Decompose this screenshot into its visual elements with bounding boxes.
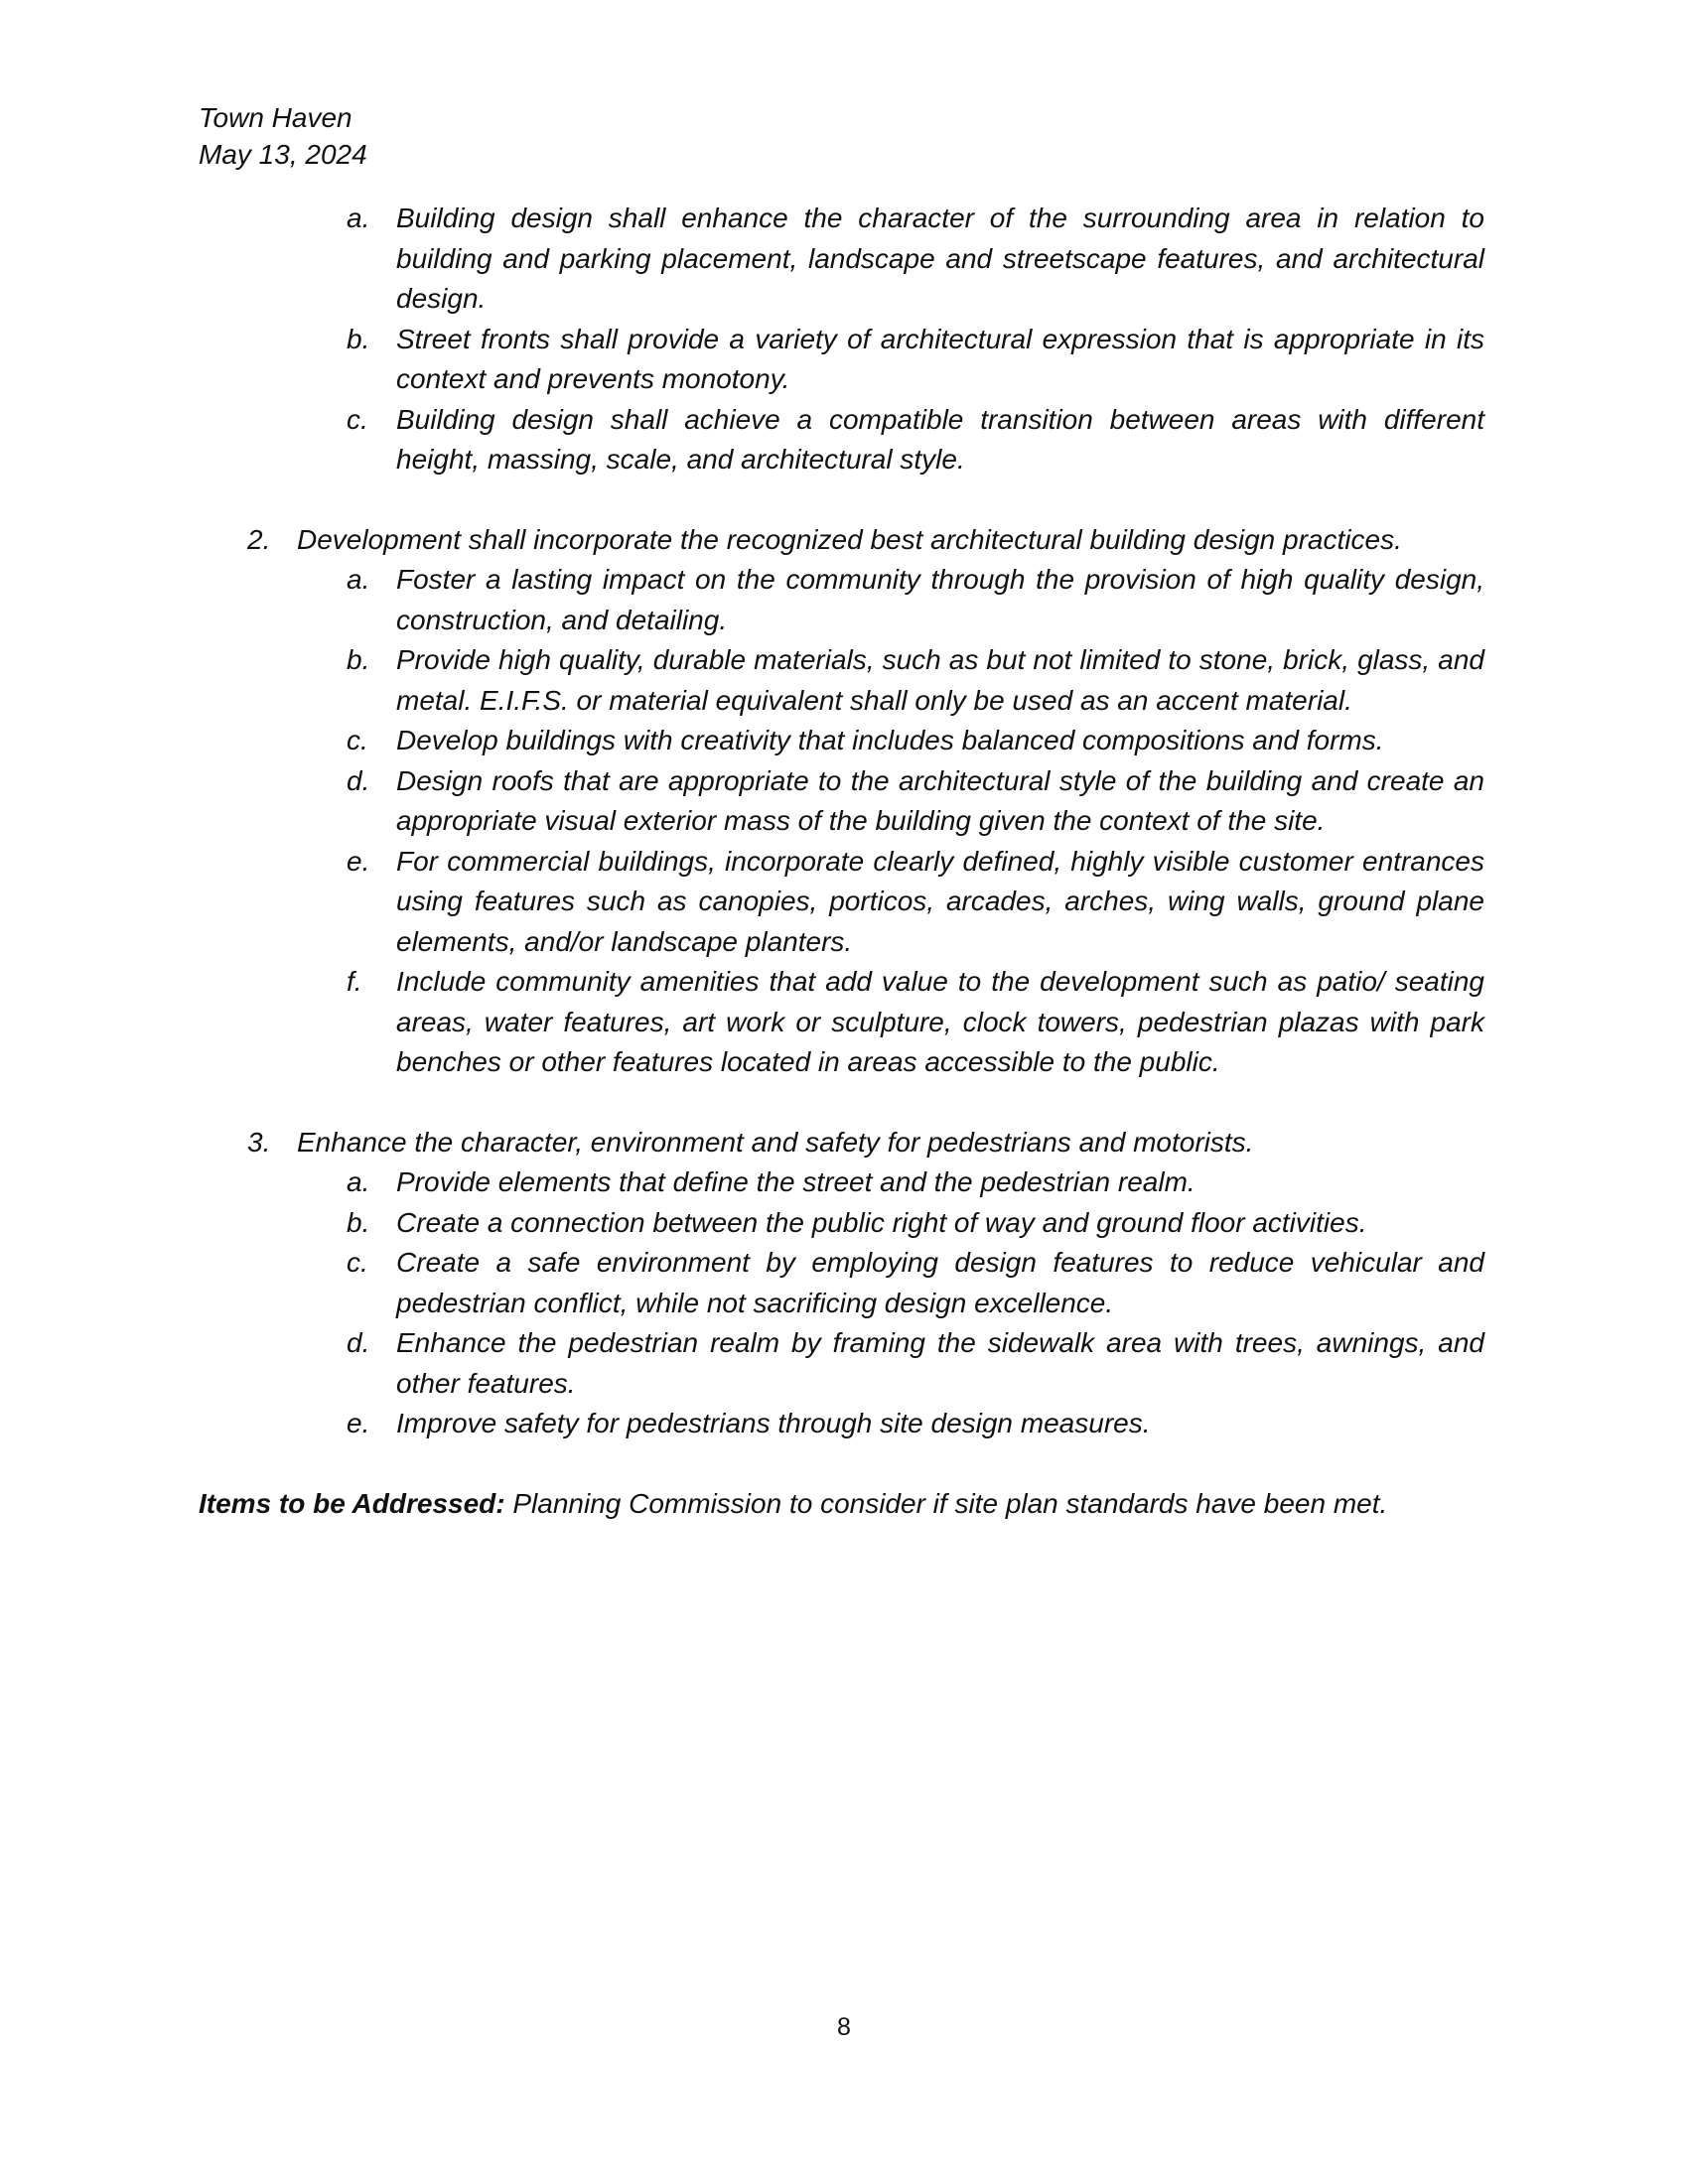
section-heading-text: Enhance the character, environment and safety for pedestrians and motorists. bbox=[297, 1126, 1254, 1158]
list-item bbox=[199, 962, 1484, 1083]
list-text: Provide high quality, durable materials, such as but not limited to stone, brick, glass, and metal. E.I.F.S. or material equivalent shall only be used as an accent material. bbox=[396, 644, 1484, 716]
section-2-heading bbox=[199, 520, 1484, 561]
list-marker: c. bbox=[347, 403, 368, 435]
section-3-subitems bbox=[199, 1162, 1484, 1444]
list-marker: b. bbox=[347, 323, 370, 354]
list-marker: c. bbox=[347, 1247, 368, 1278]
list-text: Enhance the pedestrian realm by framing the sidewalk area with trees, awnings, and other features. bbox=[396, 1327, 1484, 1399]
list-item bbox=[199, 320, 1484, 400]
list-item bbox=[199, 199, 1484, 320]
section-number: 3. bbox=[247, 1126, 271, 1158]
list-text: Provide elements that define the street and the pedestrian realm. bbox=[396, 1166, 1196, 1197]
list-text: Improve safety for pedestrians through site design measures. bbox=[396, 1408, 1151, 1438]
list-item bbox=[199, 560, 1484, 640]
section-2-subitems bbox=[199, 560, 1484, 1083]
items-to-be-addressed bbox=[199, 1484, 1484, 1525]
list-text: Building design shall achieve a compatible transition between areas with different height, massing, scale, and architectural style. bbox=[396, 403, 1484, 475]
list-marker: b. bbox=[347, 1206, 370, 1238]
list-item bbox=[199, 1162, 1484, 1203]
list-marker: c. bbox=[347, 725, 368, 755]
list-item bbox=[199, 721, 1484, 761]
list-item bbox=[199, 1323, 1484, 1404]
list-marker: a. bbox=[347, 564, 370, 595]
list-text: Include community amenities that add value to the development such as patio/ seating areas, water features, art work or sculpture, clock towers, pedestrian plazas with park benches or other features located in areas accessible to the public. bbox=[396, 966, 1484, 1077]
list-marker: d. bbox=[347, 764, 370, 796]
list-item bbox=[199, 761, 1484, 842]
list-text: Building design shall enhance the character of the surrounding area in relation to building and parking placement, landscape and streetscape features, and architectural design. bbox=[396, 203, 1484, 314]
list-text: Design roofs that are appropriate to the architectural style of the building and create an appropriate visual exterior mass of the building given the context of the site. bbox=[396, 764, 1484, 836]
list-marker: a. bbox=[347, 203, 370, 233]
header-date: May 13, 2024 bbox=[199, 139, 367, 170]
header-town: Town Haven bbox=[199, 102, 352, 133]
list-text: Street fronts shall provide a variety of architectural expression that is appropriate in its context and prevents monotony. bbox=[396, 323, 1484, 394]
list-marker: e. bbox=[347, 1408, 370, 1438]
list-text: Create a connection between the public right of way and ground floor activities. bbox=[396, 1206, 1367, 1238]
document-body bbox=[199, 199, 1484, 1524]
list-text: Create a safe environment by employing design features to reduce vehicular and pedestrian conflict, while not sacrificing design excellence. bbox=[396, 1247, 1484, 1318]
list-marker: e. bbox=[347, 845, 370, 877]
list-marker: b. bbox=[347, 644, 370, 675]
list-item bbox=[199, 1404, 1484, 1444]
section-heading-text: Development shall incorporate the recognized best architectural building design practices. bbox=[297, 523, 1402, 555]
section-1-subitems bbox=[199, 199, 1484, 480]
list-item bbox=[199, 1243, 1484, 1323]
page-header bbox=[199, 99, 367, 173]
list-text: For commercial buildings, incorporate clearly defined, highly visible customer entrances using features such as canopies, porticos, arcades, arches, wing walls, ground plane elements, and/or landscape planters. bbox=[396, 845, 1484, 957]
list-item bbox=[199, 842, 1484, 963]
list-text: Foster a lasting impact on the community through the provision of high quality design, construction, and detailing. bbox=[396, 564, 1484, 635]
section-number: 2. bbox=[247, 523, 271, 555]
addressed-label: Items to be Addressed: bbox=[199, 1487, 505, 1519]
list-item bbox=[199, 1203, 1484, 1244]
list-text: Develop buildings with creativity that includes balanced compositions and forms. bbox=[396, 725, 1384, 755]
addressed-text: Planning Commission to consider if site plan standards have been met. bbox=[512, 1487, 1388, 1519]
list-item bbox=[199, 640, 1484, 721]
list-marker: f. bbox=[347, 966, 362, 997]
page-number: 8 bbox=[837, 2013, 851, 2041]
list-marker: a. bbox=[347, 1166, 370, 1197]
list-marker: d. bbox=[347, 1327, 370, 1358]
list-item bbox=[199, 400, 1484, 480]
section-3-heading bbox=[199, 1123, 1484, 1163]
